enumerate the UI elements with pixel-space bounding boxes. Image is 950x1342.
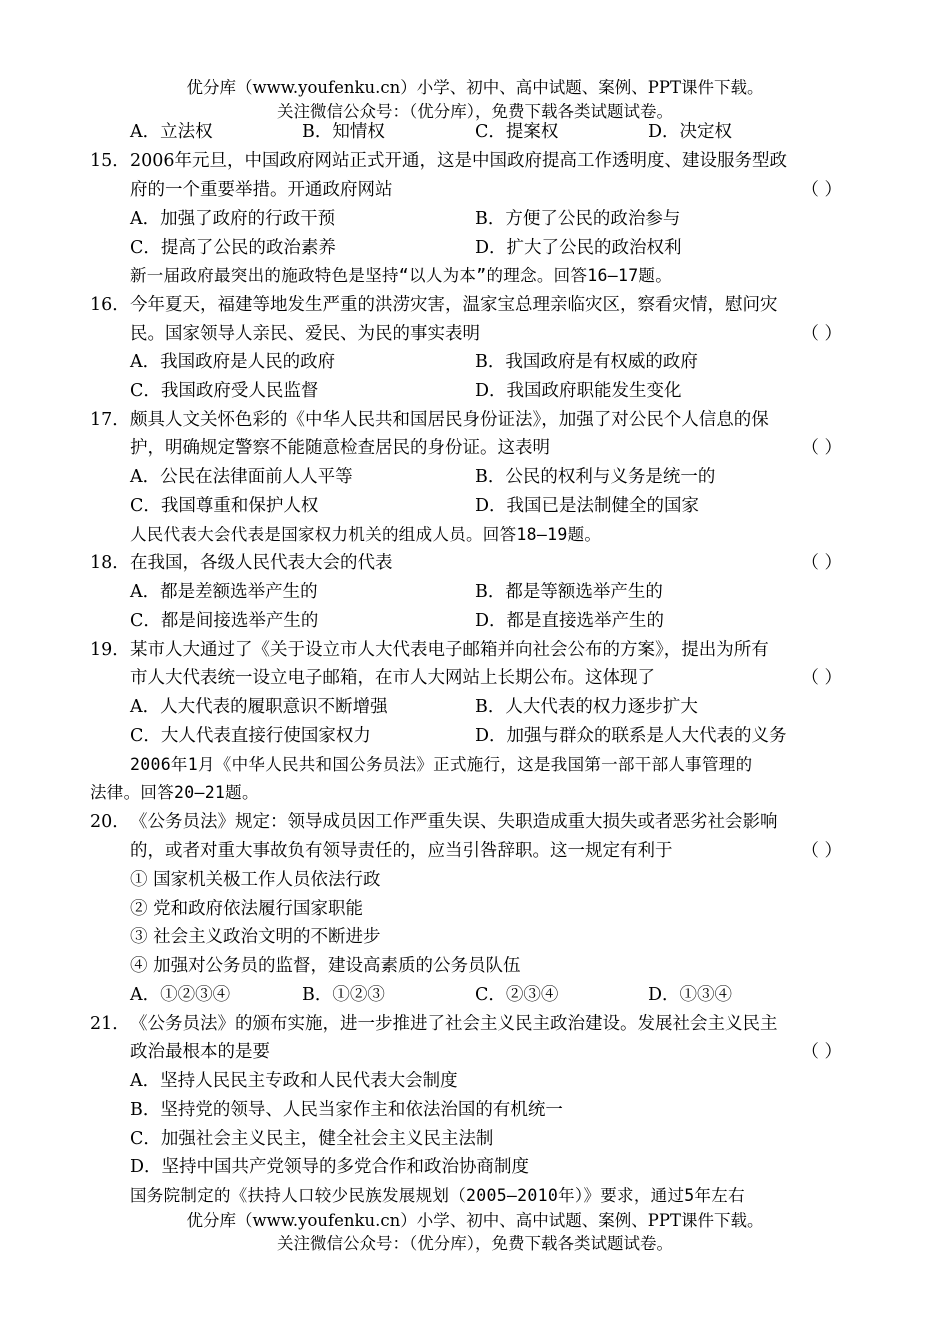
q19-option-b: B．人大代表的权力逐步扩大 xyxy=(475,697,698,717)
q17-answer-paren: （ ） xyxy=(801,438,842,458)
q16-option-c: C．我国政府受人民监督 xyxy=(130,381,319,401)
q17-options-row-1 xyxy=(90,463,860,491)
q17-stem-line-1 xyxy=(90,406,860,434)
q17-stem-line-2 xyxy=(130,434,860,462)
q16-options-row-1 xyxy=(90,348,860,376)
q17-option-b: B．公民的权利与义务是统一的 xyxy=(475,467,716,487)
q20-text-1: 《公务员法》规定：领导成员因工作严重失误、失职造成重大损失或者恶劣社会影响 xyxy=(130,812,778,832)
q20-number: 20． xyxy=(90,812,130,832)
q19-stem-line-1 xyxy=(90,636,860,664)
q15-number: 15． xyxy=(90,151,130,171)
q16-answer-paren: （ ） xyxy=(801,324,842,344)
q16-stem-line-2 xyxy=(130,320,860,348)
q20-item-3: ③ 社会主义政治文明的不断进步 xyxy=(130,927,381,947)
q18-option-c: C．都是间接选举产生的 xyxy=(130,611,319,631)
q21-option-b: B．坚持党的领导、人民当家作主和依法治国的有机统一 xyxy=(130,1100,563,1120)
q19-stem-line-2 xyxy=(130,664,860,692)
q21-option-d: D．坚持中国共产党领导的多党合作和政治协商制度 xyxy=(130,1157,530,1177)
q14-option-c: C．提案权 xyxy=(475,122,559,142)
q17-text-1: 颇具人文关怀色彩的《中华人民共和国居民身份证法》，加强了对公民个人信息的保 xyxy=(130,410,769,430)
q19-text-2: 市人大代表统一设立电子邮箱，在市人大网站上长期公布。这体现了 xyxy=(130,668,655,688)
q15-options-row-2 xyxy=(90,234,860,262)
q16-stem-line-1 xyxy=(90,291,860,319)
q17-options-row-2 xyxy=(90,492,860,520)
q15-text-1: 2006年元旦，中国政府网站正式开通，这是中国政府提高工作透明度、建设服务型政 xyxy=(130,151,788,171)
q16-options-row-2 xyxy=(90,377,860,405)
q15-answer-paren: （ ） xyxy=(801,180,842,200)
q20-stem-line-1 xyxy=(90,808,860,836)
q16-text-2: 民。国家领导人亲民、爱民、为民的事实表明 xyxy=(130,324,480,344)
q19-option-a: A．人大代表的履职意识不断增强 xyxy=(130,697,388,717)
q15-options-row-1 xyxy=(90,205,860,233)
q15-stem-line-1 xyxy=(90,147,860,175)
q20-option-b: B．①②③ xyxy=(302,985,385,1005)
q20-item-4: ④ 加强对公务员的监督，建设高素质的公务员队伍 xyxy=(130,956,521,976)
intro-22: 国务院制定的《扶持人口较少民族发展规划（2005—2010年）》要求，通过5年左右 xyxy=(130,1186,745,1205)
footer-line-1: 优分库（www.youfenku.cn）小学、初中、高中试题、案例、PPT课件下载。 xyxy=(186,1211,764,1230)
q19-option-c: C．大人代表直接行使国家权力 xyxy=(130,726,371,746)
q21-number: 21． xyxy=(90,1014,130,1034)
q18-option-a: A．都是差额选举产生的 xyxy=(130,582,318,602)
q21-option-a: A．坚持人民民主专政和人民代表大会制度 xyxy=(130,1071,458,1091)
intro-18-19: 人民代表大会代表是国家权力机关的组成人员。回答18—19题。 xyxy=(130,525,602,544)
q15-option-d: D．扩大了公民的政治权利 xyxy=(475,238,682,258)
q16-option-b: B．我国政府是有权威的政府 xyxy=(475,352,698,372)
q21-answer-paren: （ ） xyxy=(801,1042,842,1062)
q15-option-b: B．方便了公民的政治参与 xyxy=(475,209,681,229)
q20-text-2: 的，或者对重大事故负有领导责任的，应当引咎辞职。这一规定有利于 xyxy=(130,841,673,861)
q16-text-1: 今年夏天，福建等地发生严重的洪涝灾害，温家宝总理亲临灾区，察看灾情，慰问灾 xyxy=(130,295,778,315)
q21-stem-line-2 xyxy=(130,1038,860,1066)
q19-text-1: 某市人大通过了《关于设立市人大代表电子邮箱并向社会公布的方案》，提出为所有 xyxy=(130,640,769,660)
q20-option-c: C．②③④ xyxy=(475,985,559,1005)
q20-item-1: ① 国家机关极工作人员依法行政 xyxy=(130,870,381,890)
q20-stem-line-2 xyxy=(130,837,860,865)
q20-option-a: A．①②③④ xyxy=(130,985,231,1005)
q18-option-b: B．都是等额选举产生的 xyxy=(475,582,663,602)
header-line-2: 关注微信公众号：（优分库），免费下载各类试题试卷。 xyxy=(277,102,673,121)
q18-options-row-2 xyxy=(90,607,860,635)
intro-20-21-line-1: 2006年1月《中华人民共和国公务员法》正式施行，这是我国第一部干部人事管理的 xyxy=(130,755,753,774)
q20-item-2: ② 党和政府依法履行国家职能 xyxy=(130,899,364,919)
q17-option-d: D．我国已是法制健全的国家 xyxy=(475,496,700,516)
q14-options xyxy=(90,118,860,146)
q21-text-1: 《公务员法》的颁布实施，进一步推进了社会主义民主政治建设。发展社会主义民主 xyxy=(130,1014,778,1034)
q15-option-a: A．加强了政府的行政干预 xyxy=(130,209,336,229)
q19-answer-paren: （ ） xyxy=(801,668,842,688)
footer-line-2: 关注微信公众号：（优分库），免费下载各类试题试卷。 xyxy=(277,1234,673,1253)
q15-text-2: 府的一个重要举措。开通政府网站 xyxy=(130,180,393,200)
q18-option-d: D．都是直接选举产生的 xyxy=(475,611,665,631)
q18-options-row-1 xyxy=(90,578,860,606)
q15-option-c: C．提高了公民的政治素养 xyxy=(130,238,336,258)
q14-option-a: A．立法权 xyxy=(130,122,213,142)
q16-option-d: D．我国政府职能发生变化 xyxy=(475,381,682,401)
q14-option-d: D．决定权 xyxy=(648,122,733,142)
q17-option-a: A．公民在法律面前人人平等 xyxy=(130,467,353,487)
q19-number: 19． xyxy=(90,640,130,660)
q18-number: 18． xyxy=(90,553,130,573)
intro-20-21-line-2: 法律。回答20—21题。 xyxy=(90,783,259,802)
q19-option-d: D．加强与群众的联系是人大代表的义务 xyxy=(475,726,787,746)
q18-text-1: 在我国，各级人民代表大会的代表 xyxy=(130,553,393,573)
q18-stem-line-1 xyxy=(90,549,860,577)
q15-stem-line-2 xyxy=(130,176,860,204)
intro-16-17: 新一届政府最突出的施政特色是坚持“以人为本”的理念。回答16—17题。 xyxy=(130,266,673,285)
q17-number: 17． xyxy=(90,410,130,430)
q20-option-d: D．①③④ xyxy=(648,985,733,1005)
q21-option-c: C．加强社会主义民主，健全社会主义民主法制 xyxy=(130,1129,494,1149)
q16-number: 16． xyxy=(90,295,130,315)
q14-option-b: B．知情权 xyxy=(302,122,385,142)
q19-options-row-2 xyxy=(90,722,860,750)
q18-answer-paren: （ ） xyxy=(801,553,842,573)
q16-option-a: A．我国政府是人民的政府 xyxy=(130,352,336,372)
q21-text-2: 政治最根本的是要 xyxy=(130,1042,270,1062)
q17-text-2: 护，明确规定警察不能随意检查居民的身份证。这表明 xyxy=(130,438,550,458)
q21-stem-line-1 xyxy=(90,1010,860,1038)
header-line-1: 优分库（www.youfenku.cn）小学、初中、高中试题、案例、PPT课件下载。 xyxy=(186,78,764,97)
q20-answer-paren: （ ） xyxy=(801,841,842,861)
q17-option-c: C．我国尊重和保护人权 xyxy=(130,496,319,516)
q19-options-row-1 xyxy=(90,693,860,721)
q20-options xyxy=(90,981,860,1009)
